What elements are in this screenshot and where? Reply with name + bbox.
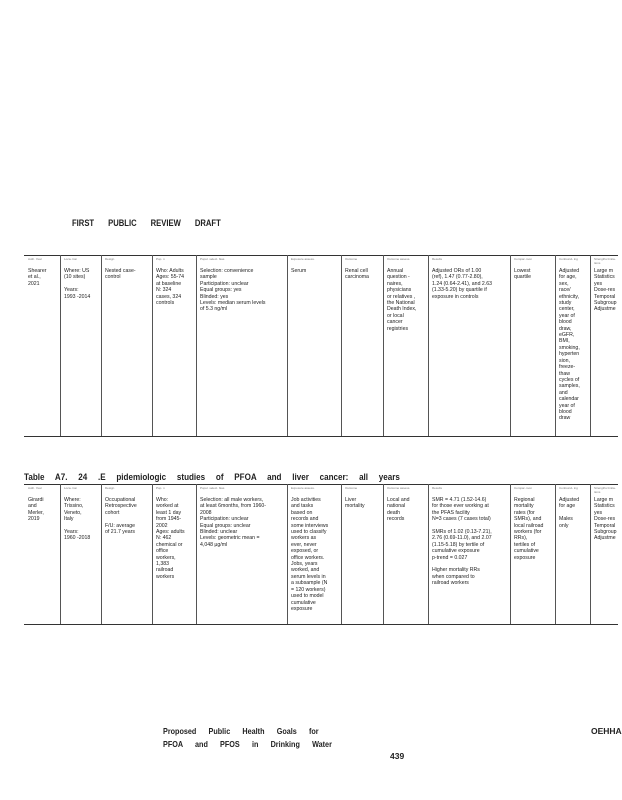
- table-cell: Lowest quartile: [514, 268, 532, 281]
- column-header: Strengths limita- tions: [594, 486, 616, 494]
- footer-title-line-2: PFOA and PFOS in Drinking Water: [163, 739, 332, 749]
- column-header: Popul. select. bias: [200, 486, 225, 490]
- table-1-col-divider: [101, 255, 102, 436]
- table-2-col-divider: [555, 484, 556, 624]
- table-cell: SMR = 4.71 (1.52-14.6) for those ever working at the PFAS facility N=3 cases (7 cases total) SMRs of 1.02 (0.13-7.21), 2.76 (0.69-11.0), and 2.07 (1.15-5.18) by tertile of cumulative exposure p-trend = 0.027 Higher mortality RRs when compared to railroad workers: [432, 497, 492, 587]
- table-cell: Annual question - naires, physicians or relatives , the National Death Index, or local cancer registries: [387, 268, 417, 332]
- table-cell: Where: US (10 sites) Years: 1993 -2014: [64, 268, 91, 300]
- column-header: Confound- ing: [559, 486, 578, 490]
- table-2-col-divider: [60, 484, 61, 624]
- table-cell: Job activities and tasks based on records and some interviews used to classify workers as ever, never exposed, or office workers. Jobs, years worked, and serum levels in a subsample (N = 120 workers) used to model cumulative exposure: [291, 497, 329, 612]
- table-cell: Who: Adults Ages: 55-74 at baseline N: 324 cases, 324 controls: [156, 268, 184, 307]
- table-1-col-divider: [510, 255, 511, 436]
- table-1-col-divider: [383, 255, 384, 436]
- column-header: Outcome: [345, 257, 358, 261]
- column-header: Pop. n: [156, 486, 165, 490]
- table-cell: Shearer et al., 2021: [28, 268, 47, 287]
- column-header: Exposure assess.: [291, 257, 315, 261]
- page-number: 439: [390, 751, 405, 761]
- column-header: Outcome assess.: [387, 486, 411, 490]
- table-1-col-divider: [152, 255, 153, 436]
- column-header: Results: [432, 486, 443, 490]
- column-header: Compar- ison: [514, 486, 533, 490]
- table-cell: Occupational Retrospective cohort F/U: average of 21.7 years: [105, 497, 137, 536]
- table-cell: Local and national death records: [387, 497, 410, 523]
- table-cell: Selection: all male workers, at least 6months, from 1960- 2008 Participation: unclear Equal groups: unclear Blinded: unclear Levels: geometric mean = 4,048 µg/ml: [200, 497, 267, 548]
- table-cell: Large m Statistics yes Dose-res Temporal Subgroup Adjustme: [594, 497, 617, 542]
- column-header: Loca- tion: [64, 257, 78, 261]
- table-1-col-divider: [60, 255, 61, 436]
- table-2-col-divider: [383, 484, 384, 624]
- table-2-col-divider: [101, 484, 102, 624]
- table-1-top-border: [24, 255, 618, 256]
- table-2-col-divider: [590, 484, 591, 624]
- column-header: Exposure assess.: [291, 486, 315, 490]
- column-header: Results: [432, 257, 443, 261]
- column-header: Auth. Year: [28, 486, 42, 490]
- table-2-col-divider: [510, 484, 511, 624]
- table-cell: Serum: [291, 268, 307, 274]
- column-header: Design: [105, 486, 115, 490]
- table-cell: Renal cell carcinoma: [345, 268, 369, 281]
- column-header: Loca- tion: [64, 486, 78, 490]
- table-cell: Liver mortality: [345, 497, 365, 510]
- table-2-bottom-border: [24, 624, 618, 625]
- table-1-col-divider: [196, 255, 197, 436]
- table-cell: Adjusted for age Males only: [559, 497, 580, 529]
- table-1-col-divider: [428, 255, 429, 436]
- table-cell: Where: Trissino, Veneto, Italy Years: 1960 -2018: [64, 497, 91, 542]
- table-cell: Selection: convenience sample Participation: unclear Equal groups: yes Blinded: yes Levels: median serum levels of 5.3 ng/ml: [200, 268, 266, 313]
- table-1-col-divider: [341, 255, 342, 436]
- column-header: Outcome: [345, 486, 358, 490]
- table-2-col-divider: [152, 484, 153, 624]
- table-2-col-divider: [428, 484, 429, 624]
- table-cell: Adjusted for age, sex, race/ ethnicity, study center, year of blood draw, eGFR, BMI, smoking, hyperten sion, freeze- thaw cycles of samples, and calendar year of blood draw: [559, 268, 580, 422]
- column-header: Design: [105, 257, 115, 261]
- footer-title-line-1: Proposed Public Health Goals for: [163, 726, 319, 736]
- table-cell: Girardi and Merler, 2019: [28, 497, 44, 523]
- column-header: Strengths limita- tions: [594, 257, 616, 265]
- table-1-bottom-border: [24, 436, 618, 437]
- table-cell: Who: worked at least 1 day from 1945- 2002 Ages: adults N: 462 chemical or office workers, 1,383 railroad workers: [156, 497, 185, 580]
- column-header: Auth. Year: [28, 257, 42, 261]
- table-2-top-border: [24, 484, 618, 485]
- table-2-col-divider: [287, 484, 288, 624]
- table-2-col-divider: [341, 484, 342, 624]
- table-1-col-divider: [555, 255, 556, 436]
- draft-label: FIRST PUBLIC REVIEW DRAFT: [72, 218, 221, 228]
- table-2-col-divider: [196, 484, 197, 624]
- table-2-caption: Table A7. 24 .E pidemiologic studies of PFOA and liver cancer: all years: [24, 472, 400, 483]
- table-cell: Adjusted ORs of 1.00 (ref), 1.47 (0.77-2.80), 1.24 (0.64-2.41), and 2.63 (1.33-5.20) by quartile if exposure in controls: [432, 268, 492, 300]
- table-1-col-divider: [287, 255, 288, 436]
- column-header: Outcome assess.: [387, 257, 411, 261]
- column-header: Popul. select. bias: [200, 257, 225, 261]
- footer-agency: OEHHA: [591, 726, 622, 736]
- column-header: Compar- ison: [514, 257, 533, 261]
- table-1-col-divider: [590, 255, 591, 436]
- column-header: Confound- ing: [559, 257, 578, 261]
- column-header: Pop. n: [156, 257, 165, 261]
- table-cell: Large m Statistics yes Dose-res Temporal Subgroup Adjustme: [594, 268, 617, 313]
- table-cell: Regional mortality rates (for SMRs), and local railroad workers (for RRs), tertiles of cumulative exposure: [514, 497, 544, 561]
- table-cell: Nested case- control: [105, 268, 136, 281]
